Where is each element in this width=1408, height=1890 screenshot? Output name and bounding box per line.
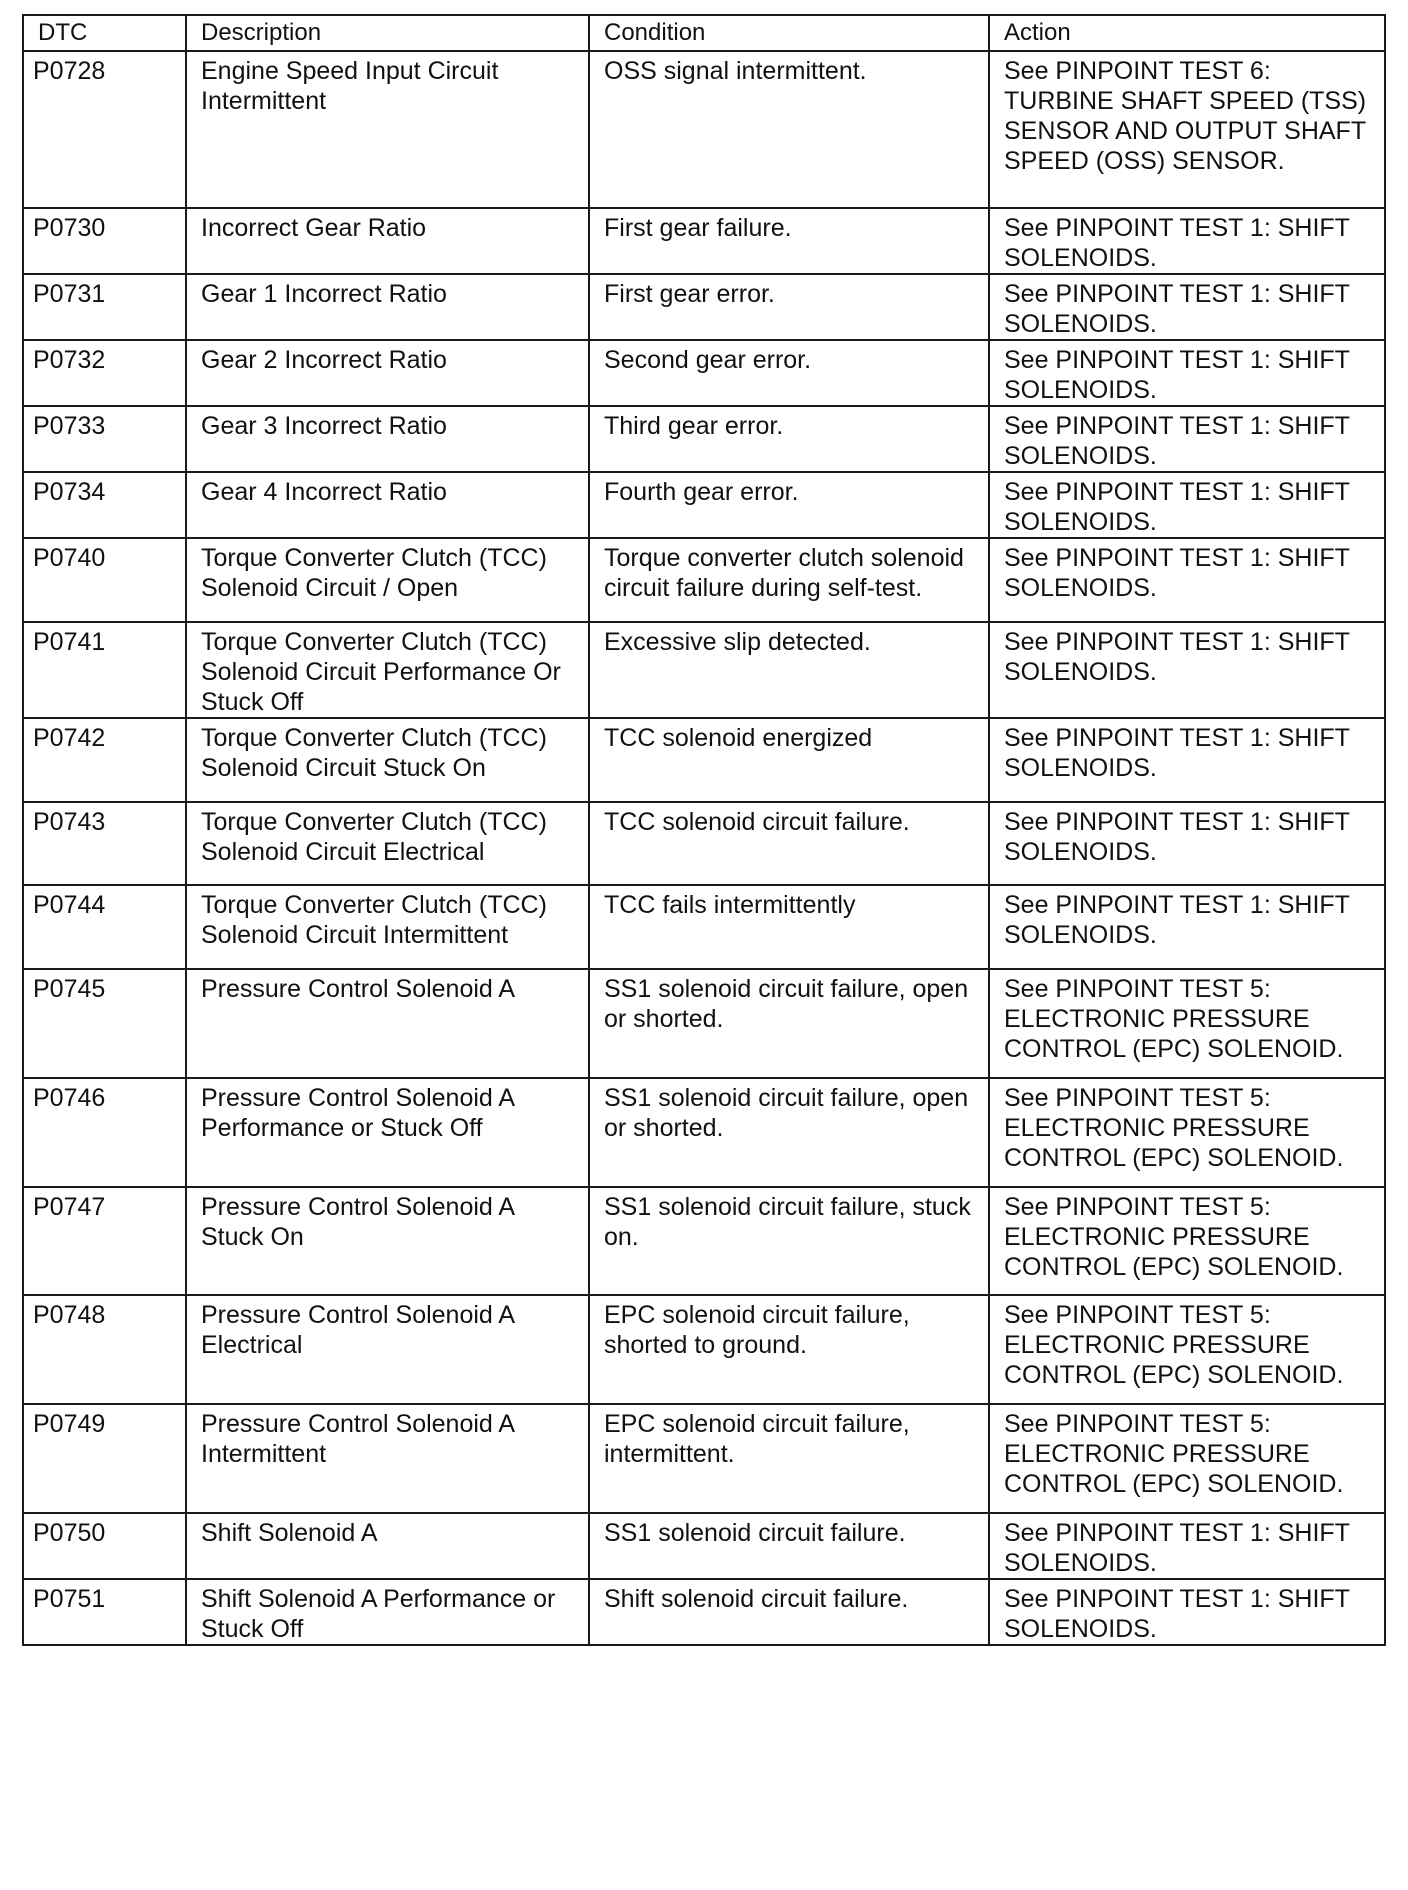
table-row (23, 885, 1385, 969)
table-row (23, 1579, 1385, 1645)
condition-cell: Shift solenoid circuit failure. (589, 1579, 989, 1645)
condition-cell: TCC fails intermittently (589, 885, 989, 969)
dtc-code-cell: P0748 (23, 1295, 186, 1404)
action-cell: See PINPOINT TEST 1: SHIFT SOLENOIDS. (989, 340, 1385, 406)
dtc-code-cell: P0742 (23, 718, 186, 802)
dtc-code-cell: P0749 (23, 1404, 186, 1513)
dtc-code-cell: P0746 (23, 1078, 186, 1187)
action-cell: See PINPOINT TEST 5: ELECTRONIC PRESSURE CONTROL (EPC) SOLENOID. (989, 1295, 1385, 1404)
dtc-code-cell: P0743 (23, 802, 186, 885)
table-row (23, 802, 1385, 885)
action-cell: See PINPOINT TEST 1: SHIFT SOLENOIDS. (989, 472, 1385, 538)
table-row (23, 1513, 1385, 1579)
description-cell: Shift Solenoid A (186, 1513, 589, 1579)
dtc-code-cell: P0734 (23, 472, 186, 538)
description-cell: Pressure Control Solenoid A Electrical (186, 1295, 589, 1404)
dtc-code-cell: P0751 (23, 1579, 186, 1645)
dtc-code-cell: P0745 (23, 969, 186, 1078)
description-cell: Engine Speed Input Circuit Intermittent (186, 51, 589, 208)
dtc-table (22, 14, 1386, 1646)
action-cell: See PINPOINT TEST 1: SHIFT SOLENOIDS. (989, 208, 1385, 274)
description-cell: Gear 4 Incorrect Ratio (186, 472, 589, 538)
description-cell: Gear 3 Incorrect Ratio (186, 406, 589, 472)
table-row (23, 718, 1385, 802)
action-cell: See PINPOINT TEST 1: SHIFT SOLENOIDS. (989, 1513, 1385, 1579)
table-row (23, 472, 1385, 538)
description-cell: Gear 1 Incorrect Ratio (186, 274, 589, 340)
description-cell: Pressure Control Solenoid A (186, 969, 589, 1078)
dtc-code-cell: P0744 (23, 885, 186, 969)
description-cell: Incorrect Gear Ratio (186, 208, 589, 274)
description-cell: Pressure Control Solenoid A Intermittent (186, 1404, 589, 1513)
description-cell: Gear 2 Incorrect Ratio (186, 340, 589, 406)
action-cell: See PINPOINT TEST 1: SHIFT SOLENOIDS. (989, 622, 1385, 718)
table-row (23, 622, 1385, 718)
table-row (23, 406, 1385, 472)
dtc-code-cell: P0732 (23, 340, 186, 406)
condition-cell: OSS signal intermittent. (589, 51, 989, 208)
header-action: Action (989, 15, 1385, 51)
condition-cell: EPC solenoid circuit failure, intermittent. (589, 1404, 989, 1513)
condition-cell: First gear failure. (589, 208, 989, 274)
table-body (23, 51, 1385, 1645)
condition-cell: Torque converter clutch solenoid circuit failure during self-test. (589, 538, 989, 622)
action-cell: See PINPOINT TEST 1: SHIFT SOLENOIDS. (989, 802, 1385, 885)
table-row (23, 538, 1385, 622)
description-cell: Pressure Control Solenoid A Performance or Stuck Off (186, 1078, 589, 1187)
description-cell: Torque Converter Clutch (TCC) Solenoid Circuit Performance Or Stuck Off (186, 622, 589, 718)
condition-cell: First gear error. (589, 274, 989, 340)
action-cell: See PINPOINT TEST 1: SHIFT SOLENOIDS. (989, 406, 1385, 472)
condition-cell: Excessive slip detected. (589, 622, 989, 718)
condition-cell: TCC solenoid circuit failure. (589, 802, 989, 885)
dtc-code-cell: P0730 (23, 208, 186, 274)
table-row (23, 1187, 1385, 1295)
description-cell: Torque Converter Clutch (TCC) Solenoid Circuit Intermittent (186, 885, 589, 969)
dtc-code-cell: P0750 (23, 1513, 186, 1579)
condition-cell: Fourth gear error. (589, 472, 989, 538)
description-cell: Torque Converter Clutch (TCC) Solenoid Circuit Electrical (186, 802, 589, 885)
action-cell: See PINPOINT TEST 1: SHIFT SOLENOIDS. (989, 274, 1385, 340)
condition-cell: Third gear error. (589, 406, 989, 472)
table-row (23, 51, 1385, 208)
table-row (23, 1295, 1385, 1404)
description-cell: Pressure Control Solenoid A Stuck On (186, 1187, 589, 1295)
description-cell: Torque Converter Clutch (TCC) Solenoid Circuit / Open (186, 538, 589, 622)
action-cell: See PINPOINT TEST 6: TURBINE SHAFT SPEED (TSS) SENSOR AND OUTPUT SHAFT SPEED (OSS) SENSOR. (989, 51, 1385, 208)
dtc-code-cell: P0728 (23, 51, 186, 208)
dtc-code-cell: P0747 (23, 1187, 186, 1295)
condition-cell: TCC solenoid energized (589, 718, 989, 802)
header-description: Description (186, 15, 589, 51)
condition-cell: SS1 solenoid circuit failure, open or shorted. (589, 969, 989, 1078)
action-cell: See PINPOINT TEST 1: SHIFT SOLENOIDS. (989, 885, 1385, 969)
dtc-code-cell: P0740 (23, 538, 186, 622)
table-row (23, 1078, 1385, 1187)
table-row (23, 969, 1385, 1078)
action-cell: See PINPOINT TEST 5: ELECTRONIC PRESSURE CONTROL (EPC) SOLENOID. (989, 1404, 1385, 1513)
action-cell: See PINPOINT TEST 1: SHIFT SOLENOIDS. (989, 718, 1385, 802)
table-row (23, 208, 1385, 274)
action-cell: See PINPOINT TEST 5: ELECTRONIC PRESSURE CONTROL (EPC) SOLENOID. (989, 1187, 1385, 1295)
condition-cell: EPC solenoid circuit failure, shorted to ground. (589, 1295, 989, 1404)
dtc-code-cell: P0731 (23, 274, 186, 340)
header-condition: Condition (589, 15, 989, 51)
header-dtc: DTC (23, 15, 186, 51)
dtc-code-cell: P0733 (23, 406, 186, 472)
action-cell: See PINPOINT TEST 1: SHIFT SOLENOIDS. (989, 1579, 1385, 1645)
table-row (23, 274, 1385, 340)
condition-cell: SS1 solenoid circuit failure. (589, 1513, 989, 1579)
action-cell: See PINPOINT TEST 5: ELECTRONIC PRESSURE CONTROL (EPC) SOLENOID. (989, 969, 1385, 1078)
description-cell: Shift Solenoid A Performance or Stuck Off (186, 1579, 589, 1645)
condition-cell: Second gear error. (589, 340, 989, 406)
dtc-code-cell: P0741 (23, 622, 186, 718)
table-row (23, 1404, 1385, 1513)
action-cell: See PINPOINT TEST 1: SHIFT SOLENOIDS. (989, 538, 1385, 622)
header-row (23, 15, 1385, 51)
description-cell: Torque Converter Clutch (TCC) Solenoid Circuit Stuck On (186, 718, 589, 802)
condition-cell: SS1 solenoid circuit failure, stuck on. (589, 1187, 989, 1295)
action-cell: See PINPOINT TEST 5: ELECTRONIC PRESSURE CONTROL (EPC) SOLENOID. (989, 1078, 1385, 1187)
table-row (23, 340, 1385, 406)
condition-cell: SS1 solenoid circuit failure, open or shorted. (589, 1078, 989, 1187)
